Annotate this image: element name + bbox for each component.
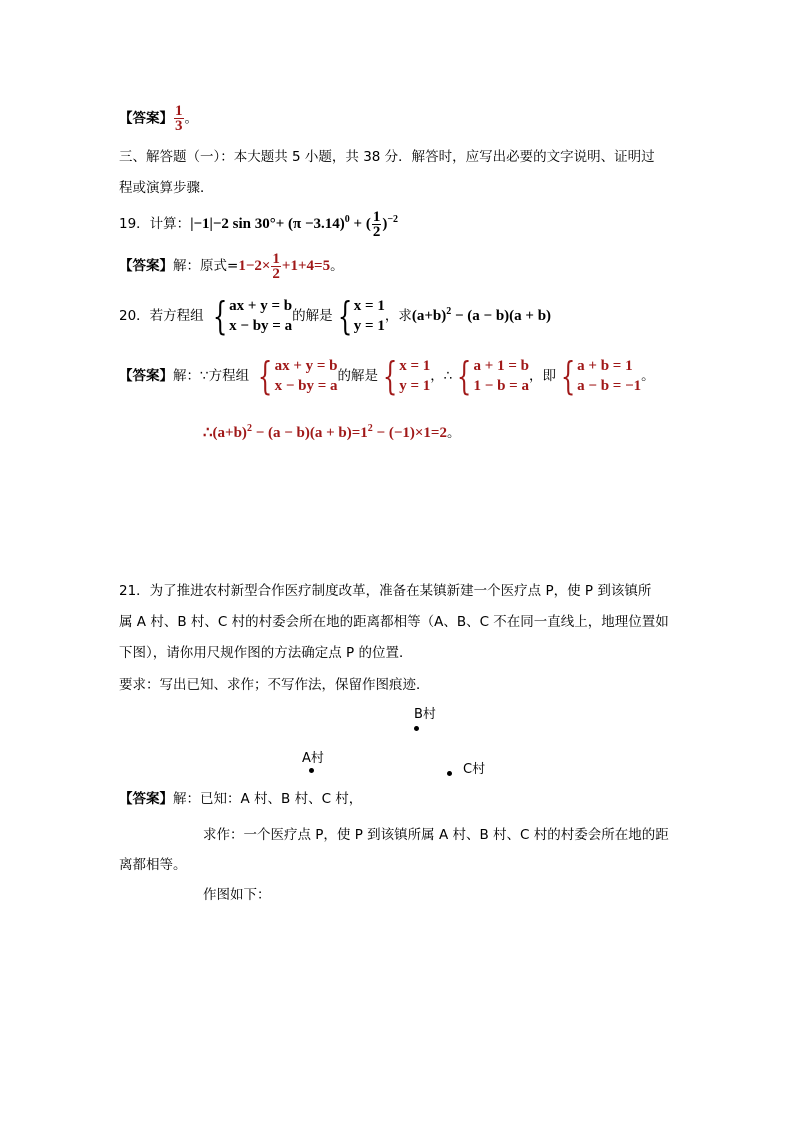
substituted-2: 1 − b = a xyxy=(473,378,529,394)
left-brace: { xyxy=(560,354,576,398)
village-a-point xyxy=(309,768,314,773)
q19-exponent-neg2: −2 xyxy=(387,213,399,225)
solution-1: x = 1 xyxy=(399,358,431,374)
period: 。 xyxy=(446,425,461,441)
village-a-label: A村 xyxy=(302,751,324,766)
section-3-line-2: 程或演算步骤． xyxy=(119,180,214,196)
q20-ask-text: ，求 xyxy=(384,308,412,324)
solution-1: x = 1 xyxy=(353,298,385,314)
q19-exponent-zero: 0 xyxy=(344,213,350,225)
q19-answer xyxy=(119,252,344,281)
q20-answer-system xyxy=(253,356,337,396)
q21-answer-line-2: 求作：一个医疗点 P，使 P 到该镇所属 A 村、B 村、C 村的村委会所在地的距 xyxy=(203,827,669,843)
fraction-numerator: 1 xyxy=(175,103,183,119)
q19-ans-part-b: +1+4=5 xyxy=(281,257,331,274)
equation-1: ax + y = b xyxy=(274,358,338,374)
q20-equation-system xyxy=(208,296,292,336)
q20-solution-system xyxy=(333,296,385,336)
section-3-line-1: 三、解答题（一）：本大题共 5 小题，共 38 分．解答时，应写出必要的文字说明、证明过 xyxy=(119,149,655,165)
village-c-label: C村 xyxy=(463,762,486,777)
period: 。 xyxy=(184,110,198,127)
q21-answer-line-4: 作图如下： xyxy=(203,887,271,903)
q21-line-3: 下图），请你用尺规作图的方法确定点 P 的位置． xyxy=(119,645,413,661)
q20-final-expression xyxy=(203,425,447,441)
period: 。 xyxy=(641,368,655,384)
solution-2: y = 1 xyxy=(353,318,385,334)
exponent-2: 2 xyxy=(246,423,252,434)
q19-expression xyxy=(190,209,399,240)
q20-answer-solution xyxy=(378,356,430,396)
q20-target-expression xyxy=(412,308,551,324)
exponent-2: 2 xyxy=(446,306,452,317)
answer-label: 【答案】 xyxy=(119,257,173,274)
q21-answer-line-1 xyxy=(119,790,362,808)
equation-2: x − by = a xyxy=(274,378,338,394)
final-part-b: − (a − b)(a + b)=1 xyxy=(251,425,368,441)
q19-ans-fraction xyxy=(271,252,281,281)
result-2: a − b = −1 xyxy=(577,378,642,394)
q19-answer-expression xyxy=(238,251,331,282)
result-1: a + b = 1 xyxy=(577,358,633,374)
q20-prefix: 20．若方程组 xyxy=(119,308,204,324)
village-b-point xyxy=(414,726,419,731)
therefore-text: ，∴ xyxy=(430,368,453,384)
q19-question xyxy=(119,210,398,239)
answer-text: 解：∵方程组 xyxy=(173,368,250,384)
q21-line-2: 属 A 村、B 村、C 村的村委会所在地的距离都相等（A、B、C 不在同一直线上，地理位置如 xyxy=(119,614,669,630)
equation-2: x − by = a xyxy=(229,318,293,334)
exponent-2b: 2 xyxy=(367,423,373,434)
left-brace: { xyxy=(258,354,273,398)
q19-half-fraction xyxy=(372,210,382,239)
expr-part-a: (a+b) xyxy=(411,308,447,324)
q20-substituted-system xyxy=(452,356,529,396)
q19-expr-part-b: + ( xyxy=(349,215,371,232)
left-brace: { xyxy=(337,294,352,338)
q18-answer xyxy=(119,104,198,133)
village-c-point xyxy=(447,771,452,776)
fraction-numerator: 1 xyxy=(372,209,381,225)
fraction-denominator: 2 xyxy=(272,266,280,282)
answer-label: 【答案】 xyxy=(119,791,173,807)
substituted-1: a + 1 = b xyxy=(473,358,529,374)
q20-question xyxy=(119,296,551,336)
ie-text: ，即 xyxy=(528,368,556,384)
q19-expr-part-a: |−1|−2 sin 30°+ (π −3.14) xyxy=(190,215,345,232)
expr-tail: − (a − b)(a + b) xyxy=(451,308,552,324)
final-part-a: ∴(a+b) xyxy=(203,425,247,441)
left-brace: { xyxy=(457,354,472,398)
answer-label: 【答案】 xyxy=(119,368,173,384)
q20-answer xyxy=(119,356,655,396)
fraction-numerator: 1 xyxy=(272,251,280,267)
answer-mid-text: 的解是 xyxy=(337,368,379,384)
q19-expr-part-c: ) xyxy=(382,215,388,232)
q19-prefix: 19．计算： xyxy=(119,215,191,232)
solution-2: y = 1 xyxy=(399,378,431,394)
period: 。 xyxy=(330,257,344,274)
q21-line-1: 21．为了推进农村新型合作医疗制度改革，准备在某镇新建一个医疗点 P，使 P 到该镇所 xyxy=(119,583,652,599)
fraction-denominator: 3 xyxy=(175,118,183,134)
q20-mid-text: 的解是 xyxy=(292,308,333,324)
village-b-label: B村 xyxy=(414,707,436,722)
q21-answer-line-3: 离都相等。 xyxy=(119,857,187,873)
left-brace: { xyxy=(212,294,228,338)
answer-text: 解：原式= xyxy=(173,257,239,274)
q21-line-4: 要求：写出已知、求作；不写作法，保留作图痕迹． xyxy=(119,677,430,693)
answer-text: 解：已知：A 村、B 村、C 村， xyxy=(173,791,363,807)
left-brace: { xyxy=(382,354,398,398)
fraction-denominator: 2 xyxy=(372,224,381,240)
final-part-c: − (−1)×1=2 xyxy=(372,425,447,441)
q19-ans-part-a: 1−2× xyxy=(238,257,271,274)
q20-result-system xyxy=(556,356,641,396)
answer-fraction xyxy=(174,104,184,133)
q20-final xyxy=(203,420,460,442)
equation-1: ax + y = b xyxy=(229,298,293,314)
answer-label: 【答案】 xyxy=(119,110,173,127)
